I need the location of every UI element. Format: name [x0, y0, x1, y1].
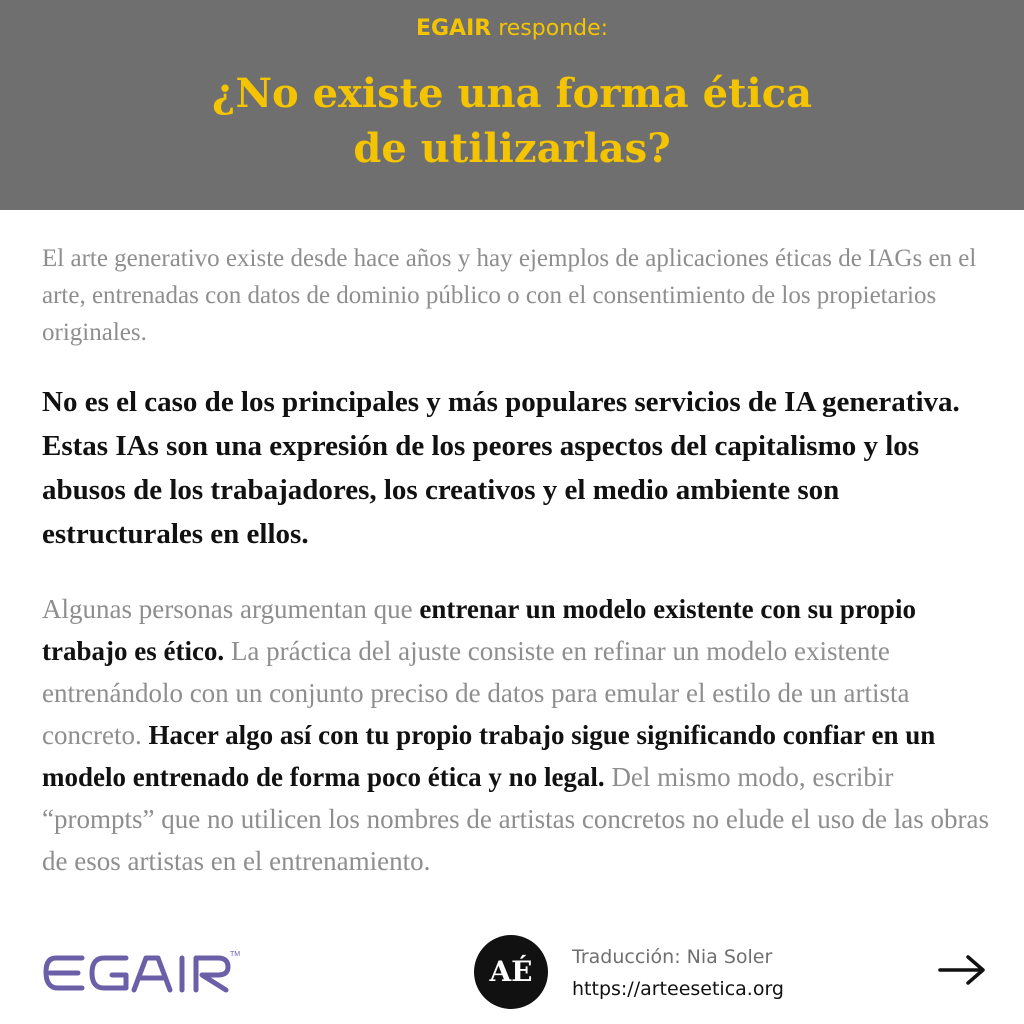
argument-paragraph [42, 588, 992, 882]
emphasis-paragraph: No es el caso de los principales y más populares servicios de IA generativa. Estas IAs son una expresión de los peores aspectos del capitalismo y los abusos de los trabajadores, los creativos y el medio ambiente son estructurales en ellos. [42, 386, 960, 550]
argument-text-2: La práctica del ajuste consiste en refinar un modelo existente entrenándolo con un conjunto preciso de datos para emular el estilo de un artista concreto. [42, 636, 910, 750]
translation-credit: Traducción: Nia Soler [572, 946, 773, 968]
logo-trademark: TM [230, 951, 241, 958]
argument-highlight-1: entrenar un modelo existente con su propio trabajo es ético. [42, 594, 916, 666]
credits [572, 941, 784, 1005]
kicker [0, 16, 1024, 41]
website-link[interactable]: https://arteesetica.org [572, 978, 784, 1000]
page-title [0, 66, 1024, 176]
argument-text-3: Del mismo modo, escribir “prompts” que no utilicen los nombres de artistas concretos no elude el uso de las obras de esos artistas en el entrenamiento. [42, 762, 990, 876]
arrow-right-icon[interactable] [936, 948, 988, 992]
kicker-rest: responde: [491, 16, 609, 41]
header-band [0, 0, 1024, 210]
argument-highlight-2: Hacer algo así con tu propio trabajo sigue significando confiar en un modelo entrenado de forma poco ética y no legal. [42, 720, 936, 792]
title-line-2: de utilizarlas? [353, 125, 671, 172]
argument-text-1: Algunas personas argumentan que [42, 594, 420, 624]
title-line-1: ¿No existe una forma ética [212, 70, 812, 117]
logo-text: EGAIR [46, 998, 50, 999]
kicker-brand: EGAIR [415, 16, 492, 41]
egair-logo [42, 944, 242, 1000]
ae-badge-logo: AÉ [474, 935, 548, 1009]
intro-paragraph: El arte generativo existe desde hace años y hay ejemplos de aplicaciones éticas de IAGs en el arte, entrenadas con datos de dominio público o con el consentimiento de los propietarios originales. [42, 245, 977, 346]
